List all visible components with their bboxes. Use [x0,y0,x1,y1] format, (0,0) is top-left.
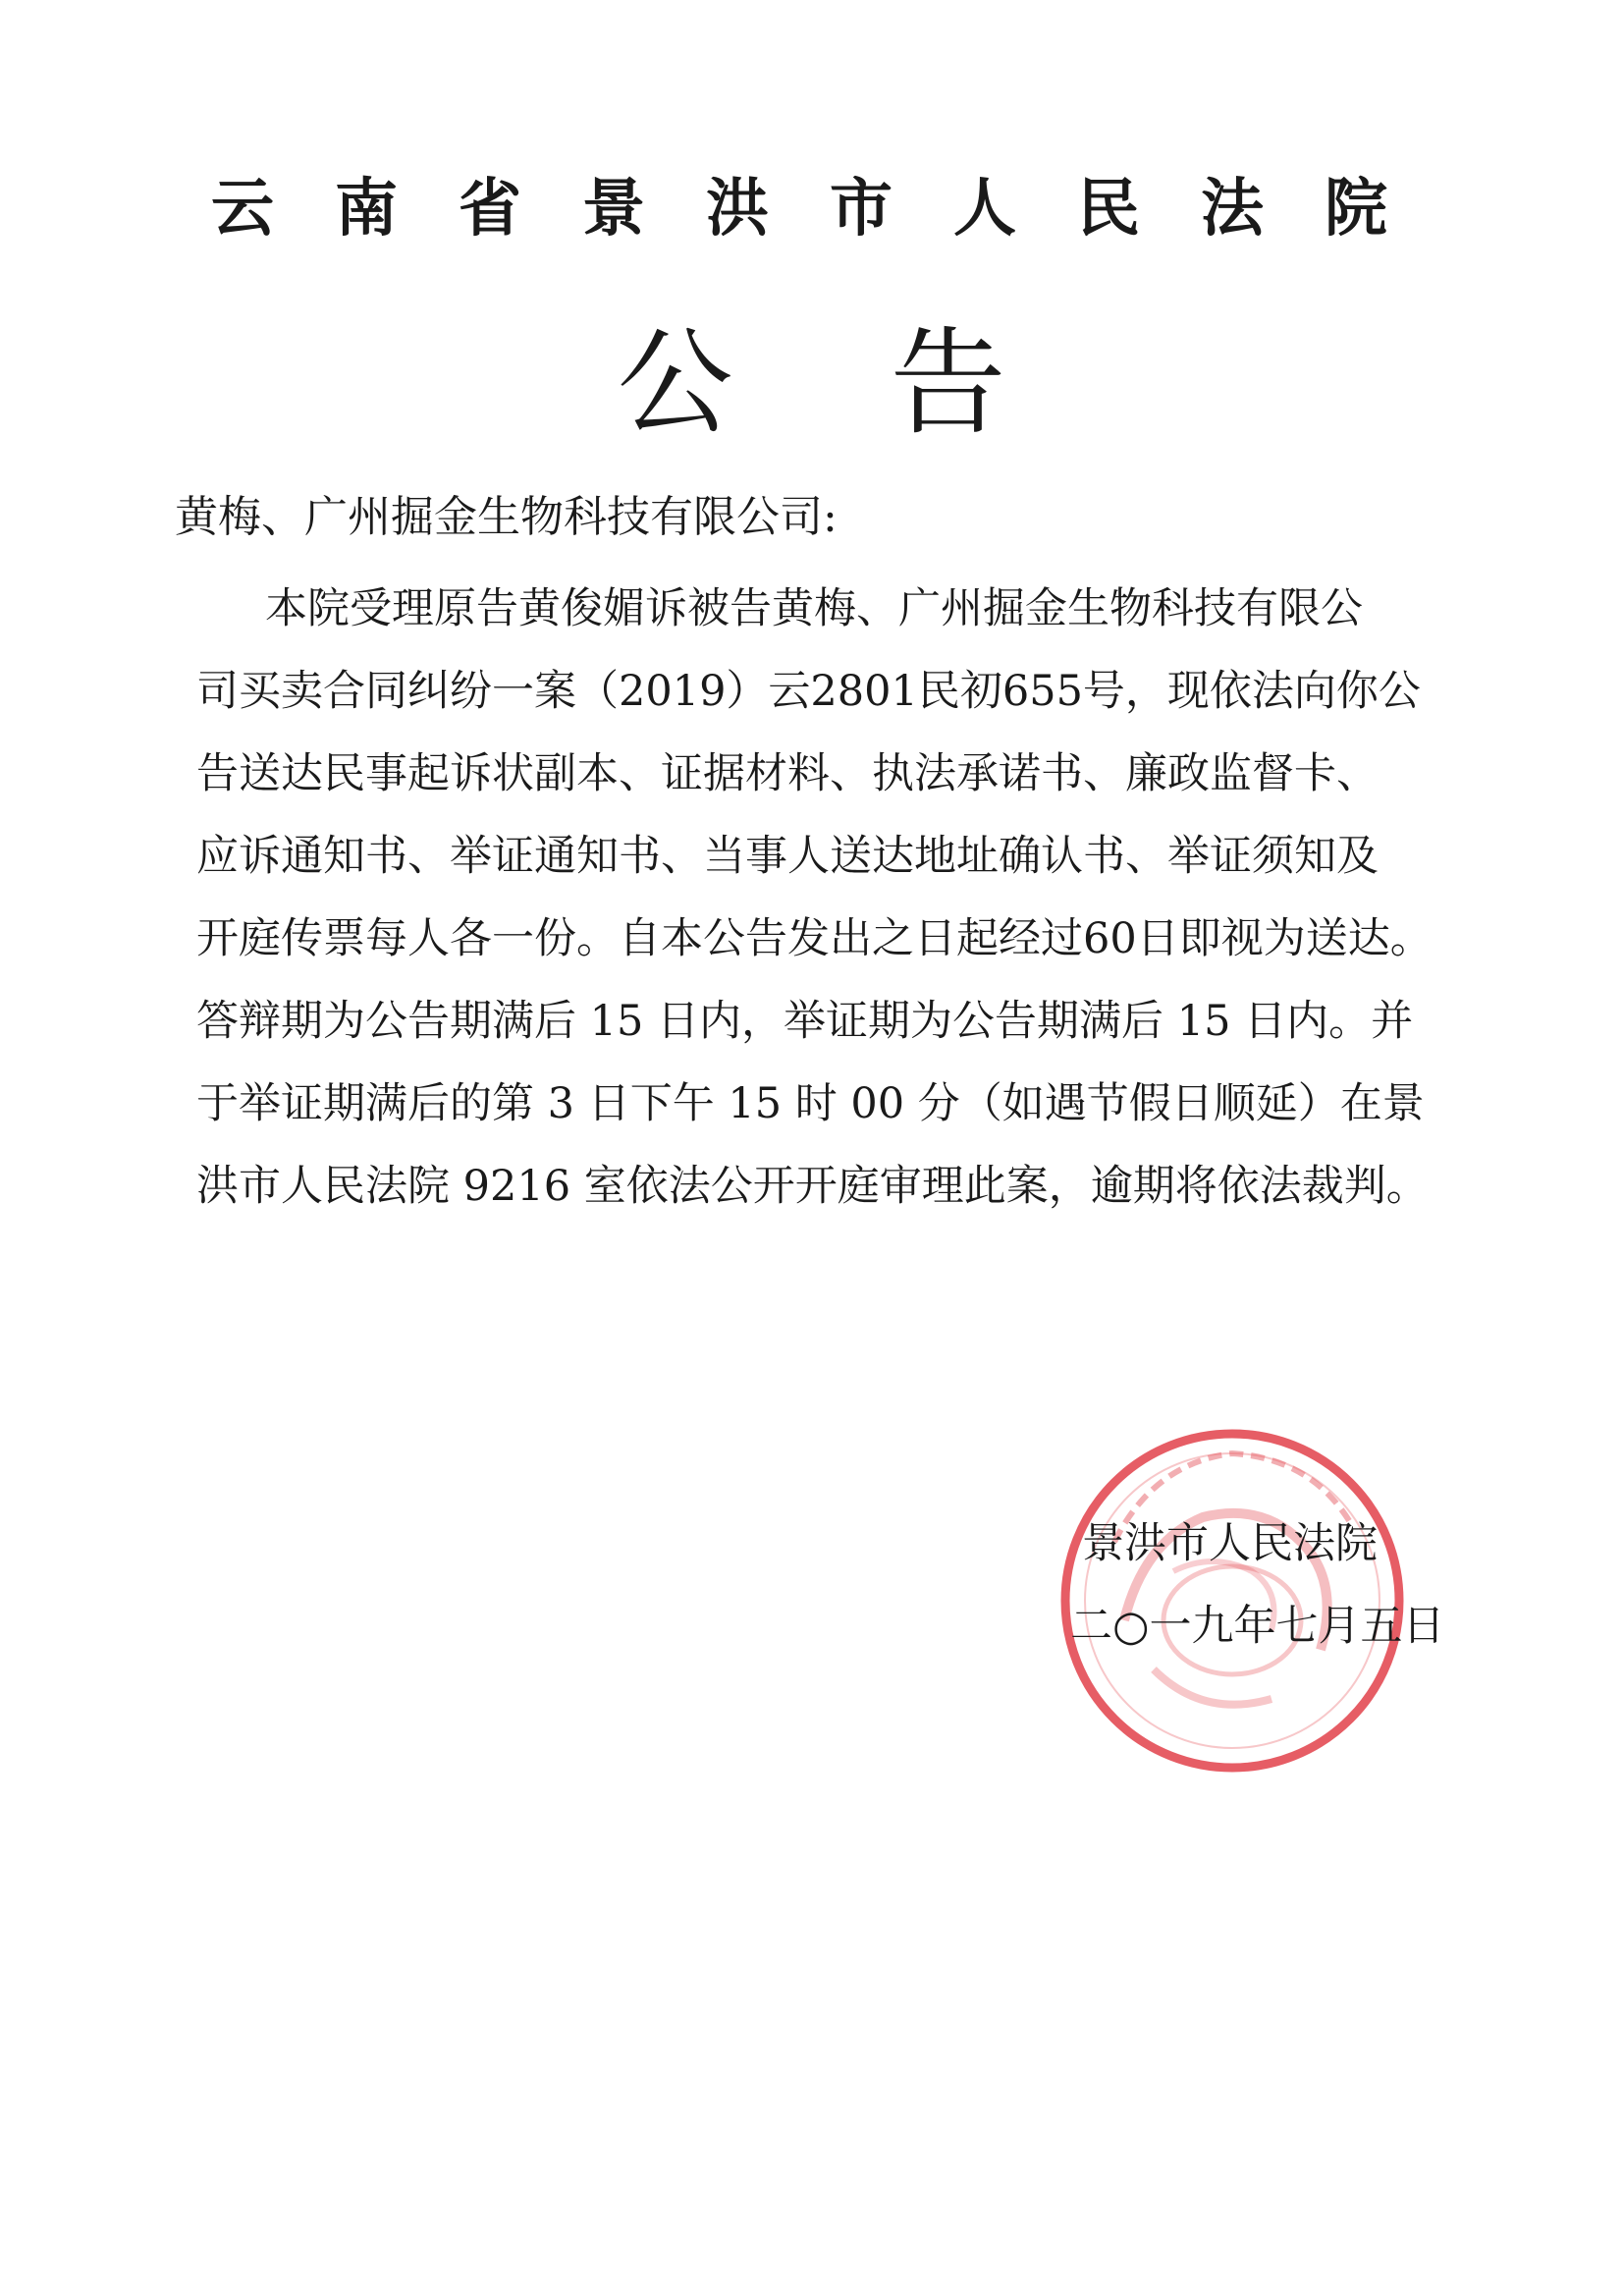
body-line: 告送达民事起诉状副本、证据材料、执法承诺书、廉政监督卡、 [196,749,1379,798]
signature-block [1070,1503,1445,1667]
court-title: 云南省景洪市人民法院 [211,172,1448,246]
body-line: 于举证期满后的第 3 日下午 15 时 00 分（如遇节假日顺延）在景 [196,1079,1425,1128]
signature-court: 景洪市人民法院 [1082,1519,1378,1568]
body-line: 司买卖合同纠纷一案（2019）云2801民初655号，现依法向你公 [196,667,1421,716]
body-line: 答辩期为公告期满后 15 日内，举证期为公告期满后 15 日内。并 [196,997,1414,1046]
signature-date: 二○一九年七月五日 [1070,1602,1445,1651]
body-line: 洪市人民法院 9216 室依法公开开庭审理此案，逾期将依法裁判。 [196,1162,1429,1211]
body-line: 本院受理原告黄俊媚诉被告黄梅、广州掘金生物科技有限公 [265,584,1363,633]
notice-title: 公告 [617,315,1163,451]
body-line: 开庭传票每人各一份。自本公告发出之日起经过60日即视为送达。 [196,914,1433,963]
notice-body [196,568,1434,1228]
body-line: 应诉通知书、举证通知书、当事人送达地址确认书、举证须知及 [196,832,1379,881]
addressee: 黄梅、广州掘金生物科技有限公司: [175,492,838,542]
